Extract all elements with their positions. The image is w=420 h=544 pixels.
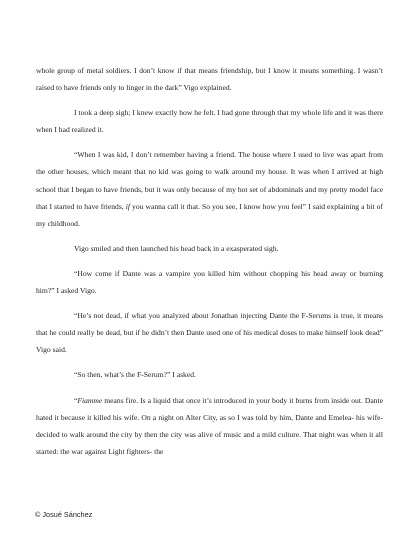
paragraph-2 xyxy=(36,104,383,138)
body-text xyxy=(36,62,383,468)
paragraph-4 xyxy=(36,240,383,257)
paragraph-6 xyxy=(36,307,383,358)
paragraph-5 xyxy=(36,265,383,299)
paragraph-text: whole group of metal soldiers. I don’t know if that means friendship, but I know it means something. I wasn’t raised to have friends only to linger in the dark” Vigo explained. xyxy=(36,66,383,93)
paragraph-1 xyxy=(36,62,383,96)
paragraph-3 xyxy=(36,146,383,231)
paragraph-text: “ xyxy=(74,395,78,405)
paragraph-text: “He’s not dead, if what you analyzed about Jonathan injecting Dante the F-Serums is true, it means that he could really be dead, but if he didn’t then Dante used one of his medical doses to make himself look dead” Vigo said. xyxy=(36,311,383,355)
italic-emphasis: Fiamme xyxy=(77,395,103,405)
paragraph-text: you wanna call it that. So you see, I know how you feel” I said explaining a bit of my childhood. xyxy=(36,201,383,228)
paragraph-text: “When I was kid, I don’t remember having a friend. The house where I used to live was apart from the other houses, which meant that no kid was going to walk around my house. It was when I arrived at high school that I began to have friends, but it was only because of my hot set of abdominals and my pretty model face that I started to have friends, xyxy=(36,150,383,211)
paragraph-text: means fire. Is a liquid that once it’s introduced in your body it burns from inside out. Dante hated it because it killed his wife. On a night on Alter City, as so I was told by him, Dante and Emelea- his wife- decided to walk around the city by then the city was alive of music and a mild culture. That night was when it all started: the war against Light fighters- the xyxy=(36,395,383,456)
paragraph-text: I took a deep sigh; I knew exactly how he felt. I had gone through that my whole life and it was there when I had realized it. xyxy=(36,108,383,135)
italic-emphasis: if xyxy=(125,201,130,211)
paragraph-7 xyxy=(36,366,383,383)
paragraph-text: “How come if Dante was a vampire you killed him without chopping his head away or burning him?” I asked Vigo. xyxy=(36,268,383,296)
paragraph-text: “So then, what’s the F-Serum?” I asked. xyxy=(74,370,196,380)
copyright-footer: © Josué Sánchez xyxy=(35,510,93,519)
paragraph-8 xyxy=(36,392,383,460)
paragraph-text: Vigo smiled and then launched his head back in a exasperated sigh. xyxy=(74,243,279,253)
